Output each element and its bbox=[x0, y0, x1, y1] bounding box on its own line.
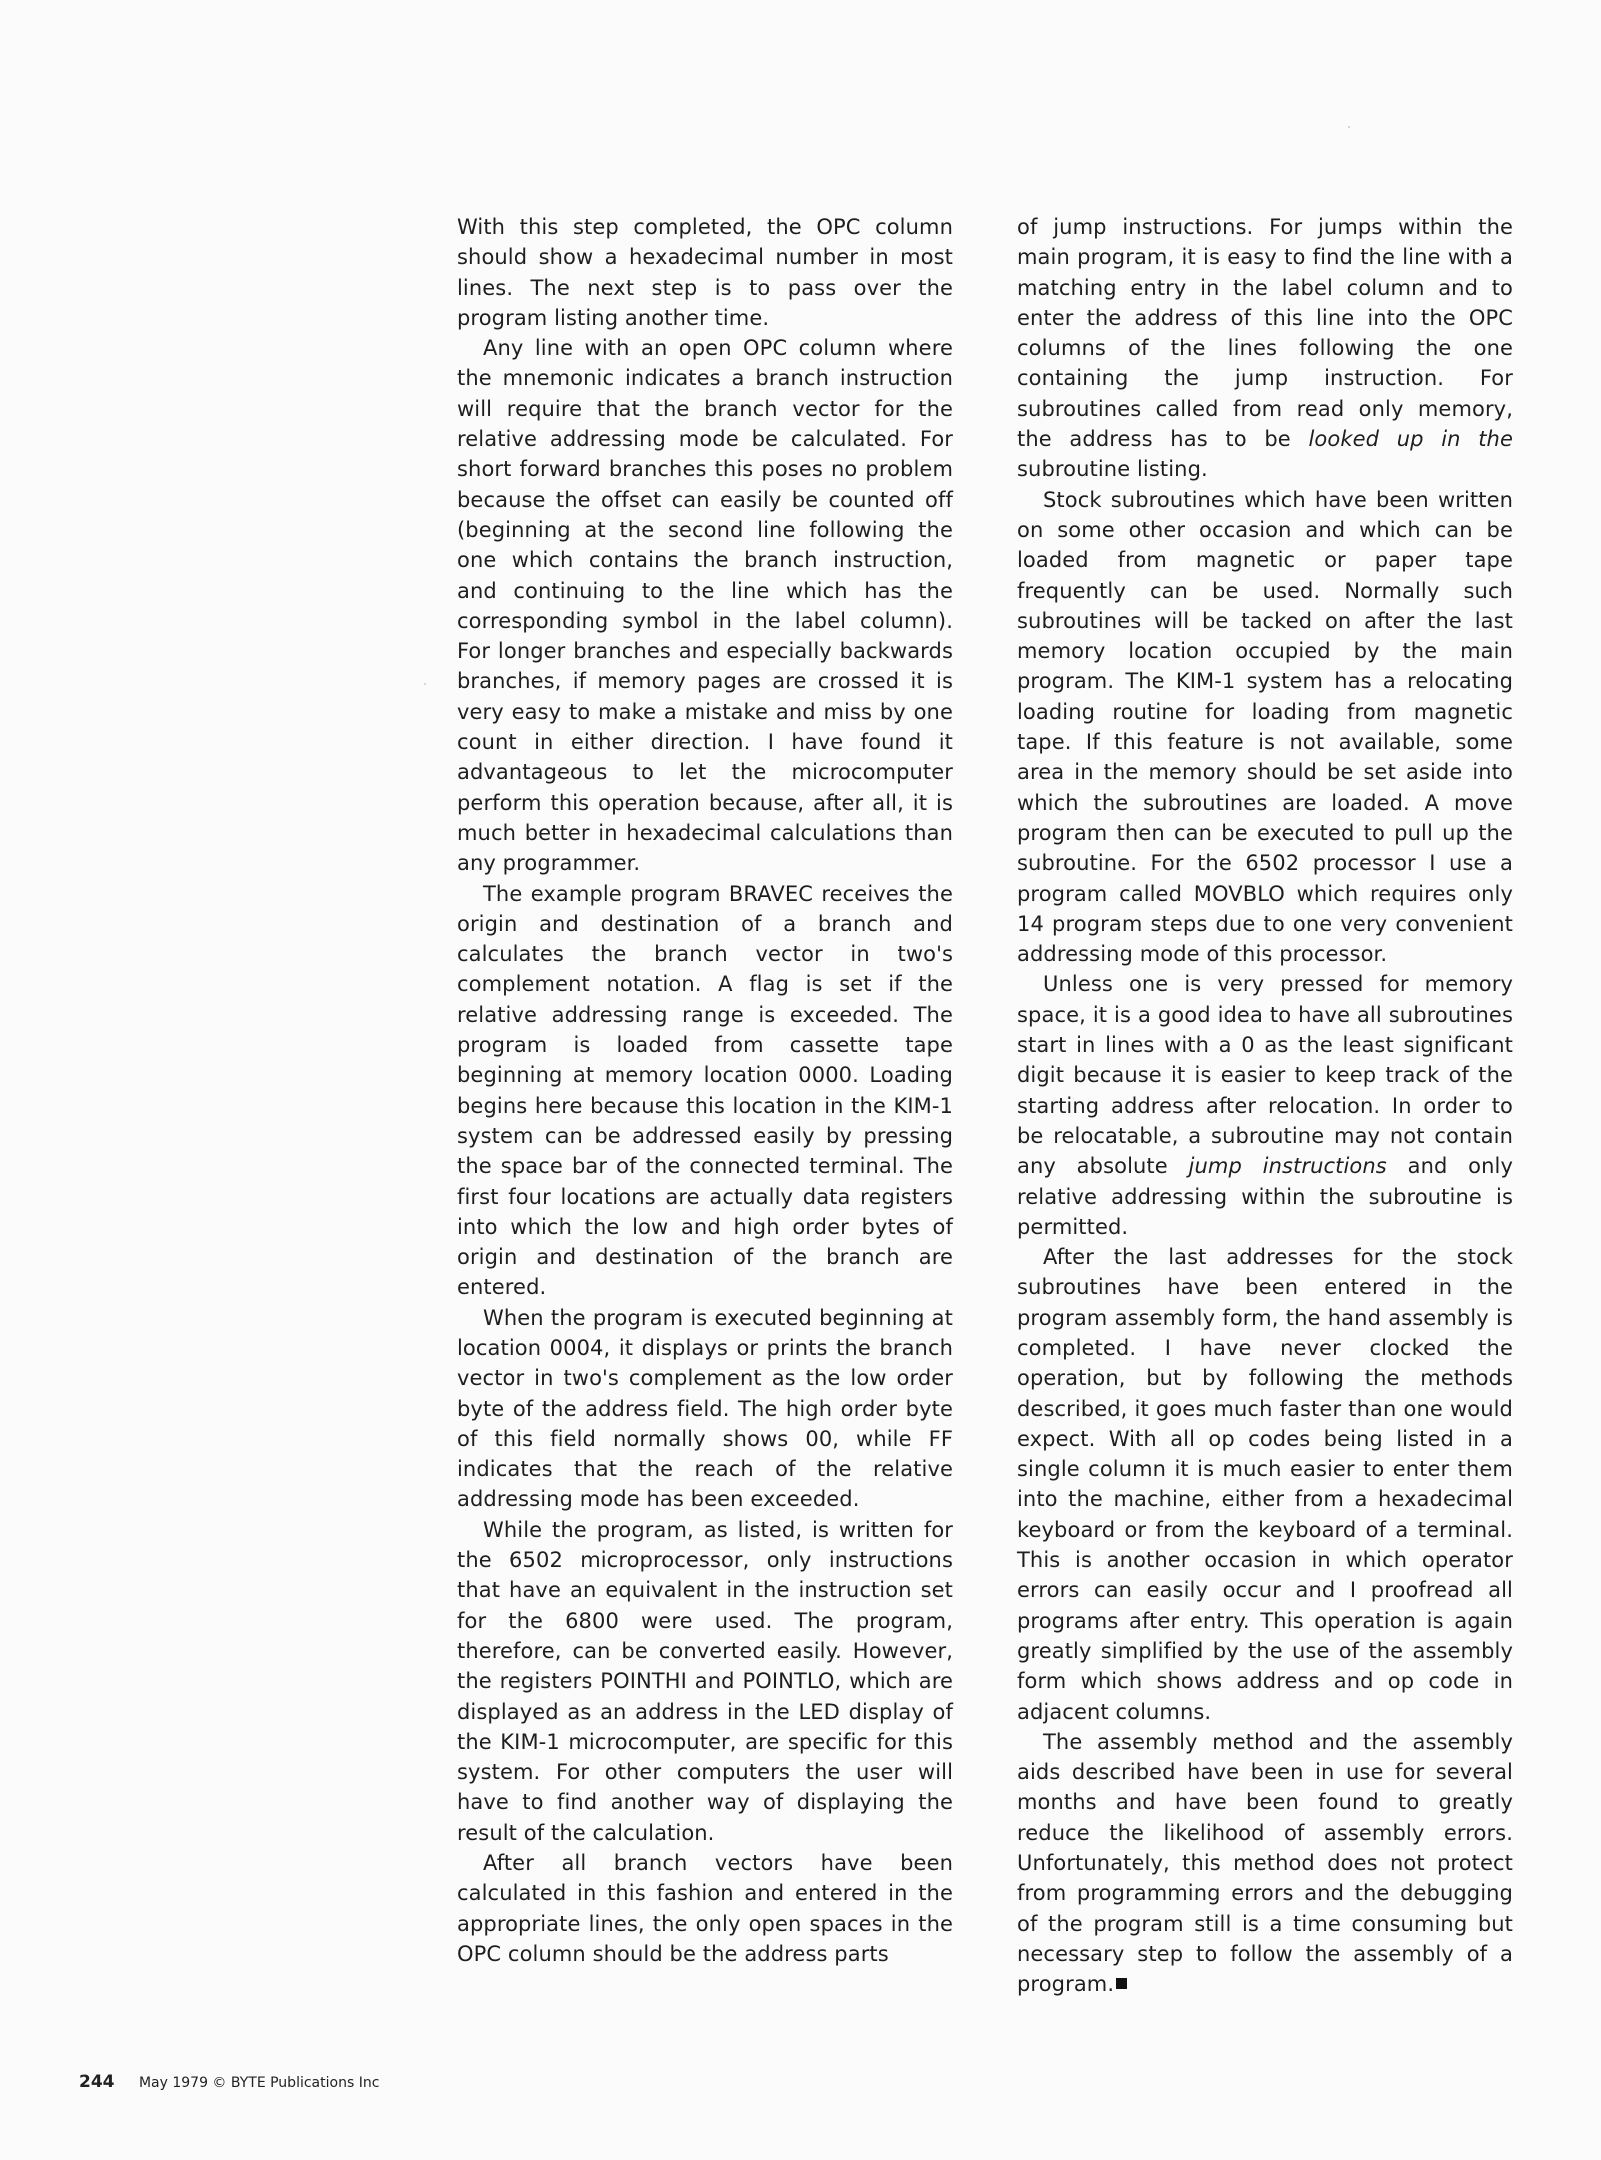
paragraph: After the last addresses for the stock subroutines have been entered in the program assembly form, the hand assembly is completed. I have never clocked the operation, but by following the methods described, it goes much faster than one would expect. With all op codes being listed in a single column it is much easier to enter them into the machine, either from a hexadecimal keyboard or from the keyboard of a terminal. This is another occasion in which operator errors can easily occur and I proofread all programs after entry. This operation is again greatly simplified by the use of the assembly form which shows address and op code in adjacent columns. bbox=[1017, 1245, 1513, 1724]
paragraph: When the program is executed beginning at location 0004, it displays or prints the branch vector in two's complement as the low order byte of the address field. The high order byte of this field normally shows 00, while FF indicates that the reach of the relative addressing mode has been exceeded. bbox=[457, 1305, 953, 1512]
paragraph: Any line with an open OPC column where the mnemonic indicates a branch instruction will require that the branch vector for the relative addressing mode be calculated. For short forward branches this poses no problem because the offset can easily be counted off (beginning at the second line following the one which contains the branch instruction, and continuing to the line which has the corresponding symbol in the label column). For longer branches and especially backwards branches, if memory pages are crossed it is very easy to make a mistake and miss by one count in either direction. I have found it advantageous to let the microcomputer perform this operation because, after all, it is much better in hexadecimal calculations than any programmer. bbox=[457, 336, 953, 876]
scan-speck bbox=[1348, 126, 1350, 128]
scan-speck bbox=[424, 683, 426, 685]
page-footer bbox=[79, 2072, 379, 2092]
paragraph bbox=[1017, 212, 1513, 485]
italic-text-run: jump instructions bbox=[1188, 1154, 1387, 1179]
text-run: Unless one is very pressed for memory space, it is a good idea to have all subroutines start in lines with a 0 as the least significant digit because it is easier to keep track of the starting address after relocation. In order to be relocatable, a subroutine may not contain any absolute bbox=[1017, 972, 1513, 1179]
copyright-line: May 1979 © BYTE Publications Inc bbox=[138, 2075, 380, 2091]
paragraph bbox=[1017, 1727, 1513, 2000]
paragraph: The example program BRAVEC receives the origin and destination of a branch and calculates the branch vector in two's complement notation. A flag is set if the relative addressing range is exceeded. The program is loaded from cassette tape beginning at memory location 0000. Loading begins here because this location in the KIM-1 system can be addressed easily by pressing the space bar of the connected terminal. The first four locations are actually data registers into which the low and high order bytes of origin and destination of the branch are entered. bbox=[457, 881, 953, 1300]
italic-text-run: looked up in the bbox=[1308, 427, 1513, 452]
text-run: of jump instructions. For jumps within the main program, it is easy to find the line with a matching entry in the label column and to enter the address of this line into the OPC columns of the lines following the one containing the jump instruction. For subroutines called from read only memory, the address has to be bbox=[1017, 215, 1513, 452]
paragraph: With this step completed, the OPC column should show a hexadecimal number in most lines. The next step is to pass over the program listing another time. bbox=[457, 215, 953, 330]
paragraph: Stock subroutines which have been written on some other occasion and which can be loaded from magnetic or paper tape frequently can be used. Normally such subroutines will be tacked on after the last memory location occupied by the main program. The KIM-1 system has a relocating loading routine for loading from magnetic tape. If this feature is not available, some area in the memory should be set aside into which the subroutines are loaded. A move program then can be executed to pull up the subroutine. For the 6502 processor I use a program called MOVBLO which requires only 14 program steps due to one very convenient addressing mode of this processor. bbox=[1017, 487, 1513, 967]
paragraph bbox=[1017, 969, 1513, 1242]
left-text-column bbox=[457, 212, 953, 1969]
text-run: and only relative addressing within the subroutine is permitted. bbox=[1017, 1154, 1514, 1239]
text-run: subroutine listing. bbox=[1017, 457, 1208, 482]
paragraph: After all branch vectors have been calculated in this fashion and entered in the appropriate lines, the only open spaces in the OPC column should be the address parts bbox=[457, 1851, 953, 1966]
paragraph: While the program, as listed, is written for the 6502 microprocessor, only instructions that have an equivalent in the instruction set for the 6800 were used. The program, therefore, can be converted easily. However, the registers POINTHI and POINTLO, which are displayed as an address in the LED display of the KIM-1 microcomputer, are specific for this system. For other computers the user will have to find another way of displaying the result of the calculation. bbox=[457, 1517, 953, 1845]
text-run: The assembly method and the assembly aids described have been in use for several months and have been found to greatly reduce the likelihood of assembly errors. Unfortunately, this method does not protect from programming errors and the debugging of the program still is a time consuming but necessary step to follow the assembly of a program. bbox=[1017, 1729, 1513, 1997]
page-number: 244 bbox=[79, 2072, 115, 2092]
right-text-column bbox=[1017, 212, 1513, 2000]
end-of-article-mark bbox=[1116, 1978, 1127, 1989]
